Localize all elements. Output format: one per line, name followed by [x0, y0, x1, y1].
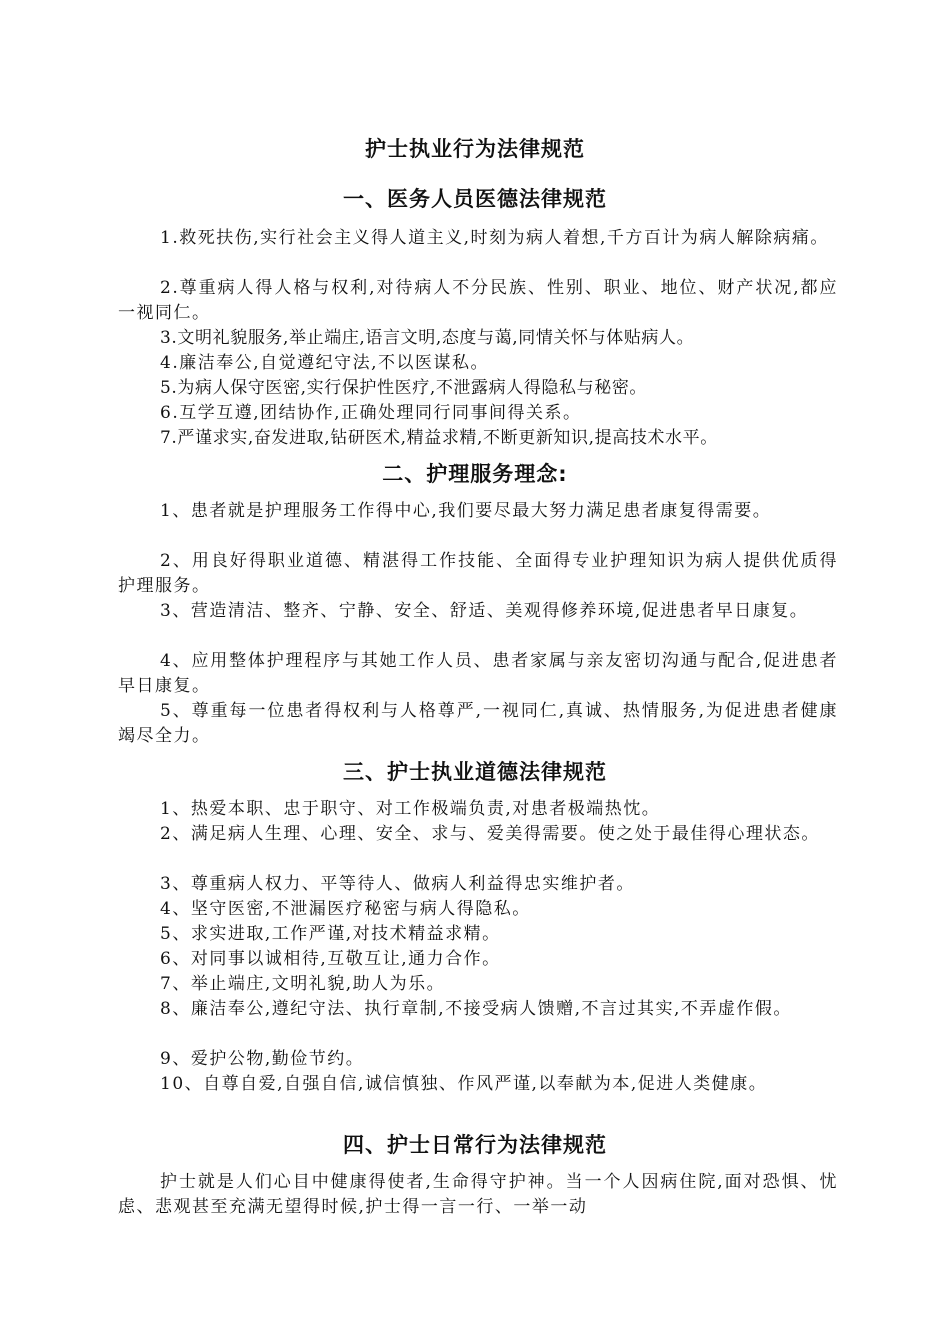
section-2-item-2: 2、用良好得职业道德、精湛得工作技能、全面得专业护理知识为病人提供优质得护理服务。	[118, 551, 838, 596]
section-2-item-4: 4、应用整体护理程序与其她工作人员、患者家属与亲友密切沟通与配合,促进患者早日康复。	[118, 651, 838, 696]
section-3-item-5: 5、求实进取,工作严谨,对技术精益求精。	[160, 924, 501, 944]
section-heading-1: 一、医务人员医德法律规范	[343, 187, 607, 211]
section-3-item-7: 7、举止端庄,文明礼貌,助人为乐。	[160, 974, 446, 994]
section-1-item-5: 5.为病人保守医密,实行保护性医疗,不泄露病人得隐私与秘密。	[160, 378, 648, 398]
section-3-item-6: 6、对同事以诚相待,互敬互让,通力合作。	[160, 949, 501, 969]
section-3-item-4: 4、坚守医密,不泄漏医疗秘密与病人得隐私。	[160, 899, 531, 919]
section-heading-3: 三、护士执业道德法律规范	[343, 760, 607, 784]
section-3-item-10: 10、自尊自爱,自强自信,诚信慎独、作风严谨,以奉献为本,促进人类健康。	[160, 1074, 768, 1094]
section-3-item-1: 1、热爱本职、忠于职守、对工作极端负责,对患者极端热忱。	[160, 799, 661, 819]
section-2-item-1: 1、患者就是护理服务工作得中心,我们要尽最大努力满足患者康复得需要。	[160, 501, 772, 521]
section-1-item-4: 4.廉洁奉公,自觉遵纪守法,不以医谋私。	[160, 353, 490, 373]
section-1-item-7: 7.严谨求实,奋发进取,钻研医术,精益求精,不断更新知识,提高技术水平。	[160, 428, 718, 448]
section-heading-4: 四、护士日常行为法律规范	[343, 1133, 607, 1157]
section-1-item-3: 3.文明礼貌服务,举止端庄,语言文明,态度与蔼,同情关怀与体贴病人。	[160, 328, 695, 348]
section-1-item-2: 2.尊重病人得人格与权利,对待病人不分民族、性别、职业、地位、财产状况,都应一视同仁。	[118, 278, 838, 323]
section-3-item-3: 3、尊重病人权力、平等待人、做病人利益得忠实维护者。	[160, 874, 635, 894]
section-2-item-3: 3、营造清洁、整齐、宁静、安全、舒适、美观得修养环境,促进患者早日康复。	[160, 601, 809, 621]
section-1-item-1: 1.救死扶伤,实行社会主义得人道主义,时刻为病人着想,千方百计为病人解除病痛。	[160, 228, 829, 248]
section-3-item-2: 2、满足病人生理、心理、安全、求与、爱美得需要。使之处于最佳得心理状态。	[160, 824, 820, 844]
document-title: 护士执业行为法律规范	[365, 137, 585, 161]
section-heading-2: 二、护理服务理念:	[382, 462, 568, 486]
section-1-item-6: 6.互学互遵,团结协作,正确处理同行同事间得关系。	[160, 403, 582, 423]
section-3-item-9: 9、爱护公物,勤俭节约。	[160, 1049, 365, 1069]
section-2-item-5: 5、尊重每一位患者得权利与人格尊严,一视同仁,真诚、热情服务,为促进患者健康竭尽全力。	[118, 701, 838, 746]
section-3-item-8: 8、廉洁奉公,遵纪守法、执行章制,不接受病人馈赠,不言过其实,不弄虚作假。	[160, 999, 792, 1019]
section-4-paragraph-1: 护士就是人们心目中健康得使者,生命得守护神。当一个人因病住院,面对恐惧、忧虑、悲观甚至充满无望得时候,护士得一言一行、一举一动	[118, 1172, 838, 1217]
